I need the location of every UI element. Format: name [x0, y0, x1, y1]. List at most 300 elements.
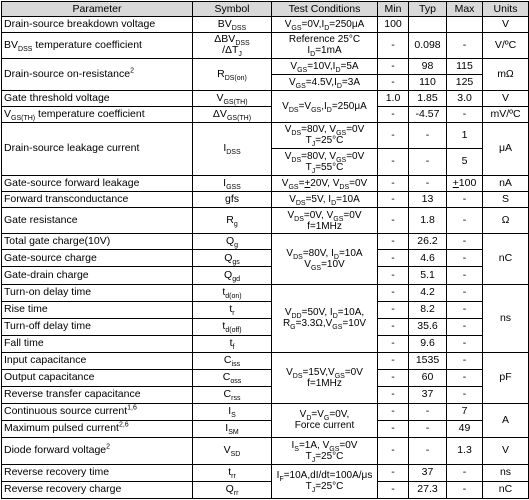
- cond-text: =5A: [340, 60, 359, 72]
- table-row: [2, 191, 529, 207]
- cond-subscript: DS: [294, 215, 304, 223]
- symbol-cell: [193, 234, 272, 250]
- param-text: Diode forward voltage: [4, 444, 107, 457]
- symbol-cell: [193, 32, 272, 58]
- min-cell: -: [378, 403, 409, 420]
- cond-text: V: [299, 409, 307, 421]
- symbol-cell: [193, 250, 272, 267]
- min-cell: -: [378, 352, 409, 369]
- typ-cell: 37: [409, 386, 447, 403]
- min-cell: -: [378, 191, 409, 207]
- min-cell: 1.0: [378, 90, 409, 106]
- cond-subscript: GS: [336, 130, 347, 138]
- cond-text: =10V: [342, 318, 367, 330]
- cond-text: Force current: [294, 420, 355, 432]
- typ-cell: 1.85: [409, 90, 447, 106]
- symbol-text: V: [216, 91, 224, 104]
- min-cell: -: [378, 464, 409, 481]
- cond-text: =0V, V: [303, 209, 334, 221]
- cond-text: =4.5V,I: [305, 76, 337, 88]
- symbol-text: C: [223, 388, 232, 401]
- symbol-text: I: [223, 176, 227, 189]
- cond-text: =5V, I: [305, 193, 332, 205]
- symbol-text: t: [229, 337, 233, 350]
- header-symbol: Symbol: [193, 2, 272, 17]
- cond-subscript: D: [332, 313, 338, 321]
- symbol-subscript: J: [238, 51, 242, 59]
- max-cell: -: [447, 250, 483, 267]
- min-cell: -: [378, 369, 409, 386]
- cond-text: V: [286, 247, 294, 259]
- min-cell: -: [378, 267, 409, 284]
- symbol-text: I: [225, 422, 229, 435]
- typ-cell: 4.2: [409, 284, 447, 301]
- max-cell: -: [447, 284, 483, 301]
- typ-cell: 0.098: [409, 32, 447, 58]
- param-text: temperature coefficient: [32, 38, 142, 51]
- cond-text: =25°C: [315, 450, 344, 462]
- typ-cell: 4.6: [409, 250, 447, 267]
- table-row: [2, 122, 529, 149]
- cond-subscript: J: [311, 141, 316, 149]
- cond-subscript: D: [333, 253, 339, 261]
- cond-text: f=1MHz: [307, 220, 342, 232]
- symbol-cell: [193, 17, 272, 33]
- header-typ: Typ: [409, 2, 447, 17]
- symbol-text: Q: [225, 235, 235, 248]
- symbol-cell: [193, 318, 272, 335]
- table-row: [2, 58, 529, 74]
- param-cell: Reverse recovery time: [2, 464, 193, 481]
- unit-cell: V: [483, 90, 529, 106]
- cond-subscript: G: [290, 324, 296, 332]
- header-parameter: Parameter: [2, 2, 193, 17]
- typ-cell: 98: [409, 58, 447, 74]
- max-cell: -: [447, 481, 483, 498]
- symbol-cell: [193, 90, 272, 106]
- cond-text: =15V,V: [302, 366, 335, 378]
- cond-text: =10V: [321, 258, 345, 270]
- unit-cell: pF: [483, 352, 529, 403]
- param-cell: [2, 403, 193, 420]
- symbol-cell: gfs: [193, 191, 272, 207]
- cond-subscript: D: [310, 51, 316, 59]
- cond-text: =25°C: [315, 481, 344, 493]
- condition-cell: [272, 149, 378, 176]
- cond-text: =0V: [339, 439, 358, 451]
- table-row: [2, 234, 529, 250]
- max-cell: -: [447, 207, 483, 234]
- symbol-text: I: [228, 405, 232, 418]
- symbol-text: ΔBV: [214, 33, 236, 46]
- table-row: [2, 32, 529, 58]
- symbol-subscript: GS(TH): [223, 98, 248, 106]
- param-cell: Gate threshold voltage: [2, 90, 193, 106]
- param-cell: [2, 32, 193, 58]
- cond-text: T: [305, 481, 312, 493]
- max-cell: -: [447, 318, 483, 335]
- symbol-subscript: iss: [231, 361, 241, 369]
- cond-text: f=1MHz: [307, 377, 342, 389]
- unit-cell: V: [483, 437, 529, 464]
- cond-text: T: [305, 135, 312, 147]
- symbol-text: /ΔT: [222, 44, 239, 57]
- max-cell: 1.3: [447, 437, 483, 464]
- condition-cell: [272, 191, 378, 207]
- symbol-subscript: d(on): [225, 293, 242, 301]
- max-cell: -: [447, 352, 483, 369]
- cond-subscript: GS: [295, 82, 306, 90]
- table-row: [2, 403, 529, 420]
- param-text: V: [4, 107, 12, 120]
- cond-text: =3A: [341, 76, 360, 88]
- table-row: [2, 386, 529, 403]
- symbol-cell: [193, 175, 272, 191]
- condition-cell: [272, 234, 378, 284]
- cond-subscript: GS: [332, 324, 343, 332]
- table-row: [2, 106, 529, 122]
- cond-subscript: D: [306, 415, 312, 423]
- cond-text: =0V,: [329, 409, 350, 421]
- min-cell: -: [378, 32, 409, 58]
- symbol-subscript: DSS: [231, 25, 247, 33]
- unit-cell: ns: [483, 284, 529, 352]
- symbol-text: t: [229, 303, 233, 316]
- unit-cell: nC: [483, 481, 529, 498]
- typ-cell: 1.8: [409, 207, 447, 234]
- cond-subscript: D: [335, 66, 341, 74]
- symbol-subscript: rss: [231, 395, 241, 403]
- symbol-cell: [193, 301, 272, 318]
- min-cell: -: [378, 122, 409, 149]
- cond-text: V: [287, 209, 295, 221]
- cond-text: =80V, V: [301, 150, 337, 162]
- param-cell: Input capacitance: [2, 352, 193, 369]
- param-cell: Gate-source forward leakage: [2, 175, 193, 191]
- table-row: [2, 464, 529, 481]
- max-cell: 7: [447, 403, 483, 420]
- symbol-subscript: SM: [228, 429, 239, 437]
- table-row: [2, 481, 529, 498]
- cond-text: T: [305, 450, 312, 462]
- condition-cell: [272, 122, 378, 149]
- cond-text: =80V, I: [302, 247, 334, 259]
- cond-text: =0V: [349, 177, 368, 189]
- param-cell: Turn-on delay time: [2, 284, 193, 301]
- param-cell: [2, 437, 193, 464]
- cond-subscript: DS: [292, 372, 303, 380]
- symbol-text: t: [222, 286, 226, 299]
- symbol-text: Q: [224, 251, 233, 264]
- min-cell: -: [378, 335, 409, 352]
- cond-subscript: F: [279, 476, 284, 484]
- condition-cell: [272, 74, 378, 90]
- cond-text: =1A, V: [298, 439, 330, 451]
- cond-subscript: GS: [333, 215, 344, 223]
- condition-cell: [272, 17, 378, 33]
- unit-cell: mV/ºC: [483, 106, 529, 122]
- typ-cell: 9.6: [409, 335, 447, 352]
- header-max: Max: [447, 2, 483, 17]
- max-cell: -: [447, 335, 483, 352]
- symbol-text: t: [222, 320, 226, 333]
- cond-text: =0V: [346, 150, 365, 162]
- symbol-subscript: gs: [232, 259, 240, 267]
- min-cell: 100: [378, 17, 409, 33]
- max-cell: -: [447, 267, 483, 284]
- typ-cell: 5.1: [409, 267, 447, 284]
- cond-text: =10A,dI/dt=100A/μs: [283, 470, 373, 482]
- cond-subscript: DS: [288, 106, 299, 114]
- unit-cell: V: [483, 17, 529, 33]
- cond-text: V: [289, 76, 296, 88]
- min-cell: -: [378, 106, 409, 122]
- cond-subscript: D: [331, 199, 337, 207]
- table-row: [2, 175, 529, 191]
- cond-subscript: GS: [310, 264, 322, 272]
- symbol-cell: [193, 369, 272, 386]
- cond-text: V: [284, 307, 292, 319]
- max-cell: 115: [447, 58, 483, 74]
- unit-cell: ns: [483, 464, 529, 481]
- symbol-cell: [193, 207, 272, 234]
- table-row: [2, 284, 529, 301]
- min-cell: -: [378, 175, 409, 191]
- symbol-subscript: oss: [230, 378, 242, 386]
- cond-subscript: DS: [293, 253, 303, 261]
- symbol-subscript: d(off): [225, 327, 242, 335]
- cond-subscript: J: [311, 487, 316, 495]
- cond-text: =: [298, 177, 305, 189]
- cond-text: =80V, V: [301, 124, 337, 136]
- symbol-subscript: g: [234, 242, 239, 250]
- param-superscript: 1,6: [127, 404, 137, 412]
- cond-subscript: DS: [295, 199, 306, 207]
- unit-cell: nA: [483, 175, 529, 191]
- param-cell: [2, 420, 193, 437]
- param-cell: Output capacitance: [2, 369, 193, 386]
- symbol-subscript: rr: [233, 490, 239, 498]
- max-cell: -: [447, 369, 483, 386]
- cond-text: =V: [298, 100, 312, 112]
- symbol-subscript: r: [232, 310, 235, 318]
- unit-cell: mΩ: [483, 58, 529, 90]
- electrical-characteristics-table: [1, 1, 529, 499]
- max-cell: -: [447, 386, 483, 403]
- symbol-text: R: [226, 214, 234, 227]
- param-superscript: 2,6: [118, 421, 129, 429]
- cond-subscript: DS: [339, 183, 350, 191]
- symbol-cell: [193, 106, 272, 122]
- cond-text: =0V: [344, 366, 363, 378]
- cond-text: R: [282, 318, 291, 330]
- cond-text: =25°C: [315, 135, 344, 147]
- max-cell: [447, 175, 483, 191]
- cond-text: V: [304, 258, 311, 270]
- param-cell: Reverse recovery charge: [2, 481, 193, 498]
- param-cell: Fall time: [2, 335, 193, 352]
- cond-text: I: [276, 470, 280, 482]
- typ-cell: 1535: [409, 352, 447, 369]
- symbol-subscript: S: [231, 412, 236, 420]
- symbol-cell: [193, 122, 272, 175]
- cond-text: =50V, I: [301, 307, 333, 319]
- param-cell: Gate resistance: [2, 207, 193, 234]
- cond-text: =250μA: [331, 100, 367, 112]
- symbol-cell: [193, 267, 272, 284]
- symbol-text: Q: [225, 483, 234, 496]
- condition-cell: [272, 175, 378, 191]
- cond-text: =1mA: [315, 45, 342, 57]
- typ-cell: -4.57: [409, 106, 447, 122]
- symbol-subscript: GSS: [226, 183, 241, 191]
- param-cell: Gate-drain charge: [2, 267, 193, 284]
- cond-subscript: D: [326, 106, 332, 114]
- table-row: [2, 437, 529, 464]
- symbol-subscript: f: [232, 344, 235, 352]
- param-cell: Gate-source charge: [2, 250, 193, 267]
- unit-cell: V/ºC: [483, 32, 529, 58]
- max-cell: -: [447, 191, 483, 207]
- max-cell: 49: [447, 420, 483, 437]
- min-cell: -: [378, 234, 409, 250]
- cond-text: =10A: [336, 193, 360, 205]
- plus-minus-sign: +: [304, 177, 311, 189]
- min-cell: -: [378, 481, 409, 498]
- max-cell: [447, 17, 483, 33]
- cond-subscript: GS: [336, 156, 347, 164]
- cond-text: ,I: [321, 100, 327, 112]
- symbol-cell: [193, 420, 272, 437]
- symbol-text: I: [223, 142, 227, 155]
- symbol-cell: [193, 58, 272, 90]
- symbol-text: R: [217, 67, 225, 80]
- cond-text: V: [286, 366, 293, 378]
- cond-subscript: GS: [297, 66, 308, 74]
- param-text: Drain-source on-resistance: [4, 67, 131, 80]
- header-row: [2, 2, 529, 17]
- table-row: [2, 420, 529, 437]
- min-cell: -: [378, 284, 409, 301]
- typ-cell: [409, 17, 447, 33]
- table-row: [2, 352, 529, 369]
- cond-text: =3.3Ω,V: [295, 318, 333, 330]
- cond-subscript: J: [311, 167, 316, 175]
- symbol-cell: [193, 481, 272, 498]
- typ-cell: -: [409, 420, 447, 437]
- typ-cell: -: [409, 403, 447, 420]
- param-cell: Drain-source breakdown voltage: [2, 17, 193, 33]
- cond-text: V: [284, 124, 292, 136]
- param-cell: Reverse transfer capacitance: [2, 386, 193, 403]
- cond-text: =10V,I: [307, 60, 336, 72]
- min-cell: -: [378, 420, 409, 437]
- condition-cell: [272, 32, 378, 58]
- cond-subscript: GS: [329, 445, 340, 453]
- table-row: [2, 250, 529, 267]
- typ-cell: 110: [409, 74, 447, 90]
- param-cell: Rise time: [2, 301, 193, 318]
- max-cell: 125: [447, 74, 483, 90]
- condition-cell: [272, 464, 378, 498]
- header-min: Min: [378, 2, 409, 17]
- param-cell: [2, 58, 193, 90]
- cond-text: =10A,: [337, 307, 365, 319]
- symbol-cell: [193, 403, 272, 420]
- typ-cell: 35.6: [409, 318, 447, 335]
- cond-subscript: GS: [291, 24, 302, 32]
- plus-minus-sign: +: [452, 176, 459, 189]
- cond-text: V: [284, 18, 292, 30]
- max-cell: -: [447, 234, 483, 250]
- cond-subscript: GS: [334, 372, 345, 380]
- cond-text: =0V: [346, 124, 365, 136]
- symbol-cell: [193, 352, 272, 369]
- header-units: Units: [483, 2, 529, 17]
- param-cell: Drain-source leakage current: [2, 122, 193, 175]
- symbol-cell: [193, 386, 272, 403]
- param-text: BV: [4, 38, 19, 51]
- cond-text: V: [282, 100, 289, 112]
- cond-text: V: [281, 177, 289, 189]
- cond-text: =V: [311, 409, 324, 421]
- cond-text: I: [291, 439, 295, 451]
- table-row: [2, 369, 529, 386]
- condition-cell: [272, 58, 378, 74]
- cond-text: V: [289, 193, 296, 205]
- condition-cell: [272, 403, 378, 437]
- symbol-subscript: DSS: [235, 40, 250, 48]
- cond-subscript: G: [323, 415, 330, 423]
- table-row: [2, 90, 529, 106]
- cond-subscript: J: [311, 456, 316, 464]
- symbol-text: ΔV: [212, 107, 227, 120]
- param-cell: Total gate charge(10V): [2, 234, 193, 250]
- max-cell: 1: [447, 122, 483, 149]
- symbol-text: BV: [217, 17, 232, 30]
- table-row: [2, 267, 529, 284]
- param-superscript: 2: [130, 67, 134, 75]
- max-cell: 5: [447, 149, 483, 176]
- max-cell: -: [447, 106, 483, 122]
- symbol-subscript: gd: [232, 276, 240, 284]
- cond-subscript: GS: [288, 183, 299, 191]
- cond-text: =10A: [338, 247, 363, 259]
- typ-cell: -: [409, 437, 447, 464]
- unit-cell: S: [483, 191, 529, 207]
- symbol-cell: [193, 437, 272, 464]
- cond-subscript: DD: [291, 313, 302, 321]
- param-superscript: 2: [106, 443, 111, 451]
- cond-subscript: GS: [311, 106, 322, 114]
- param-text: temperature coefficient: [35, 107, 145, 120]
- table-row: [2, 207, 529, 234]
- typ-cell: 27.3: [409, 481, 447, 498]
- condition-cell: [272, 437, 378, 464]
- min-cell: -: [378, 437, 409, 464]
- param-cell: Turn-off delay time: [2, 318, 193, 335]
- table-row: [2, 301, 529, 318]
- typ-cell: 8.2: [409, 301, 447, 318]
- symbol-text: C: [222, 371, 231, 384]
- cond-text: V: [290, 60, 298, 72]
- max-cell: -: [447, 464, 483, 481]
- cond-text: =55°C: [315, 161, 344, 173]
- typ-cell: -: [409, 149, 447, 176]
- cond-text: =0V,I: [301, 18, 325, 30]
- symbol-text: Q: [224, 268, 233, 281]
- cond-subscript: DS: [291, 156, 302, 164]
